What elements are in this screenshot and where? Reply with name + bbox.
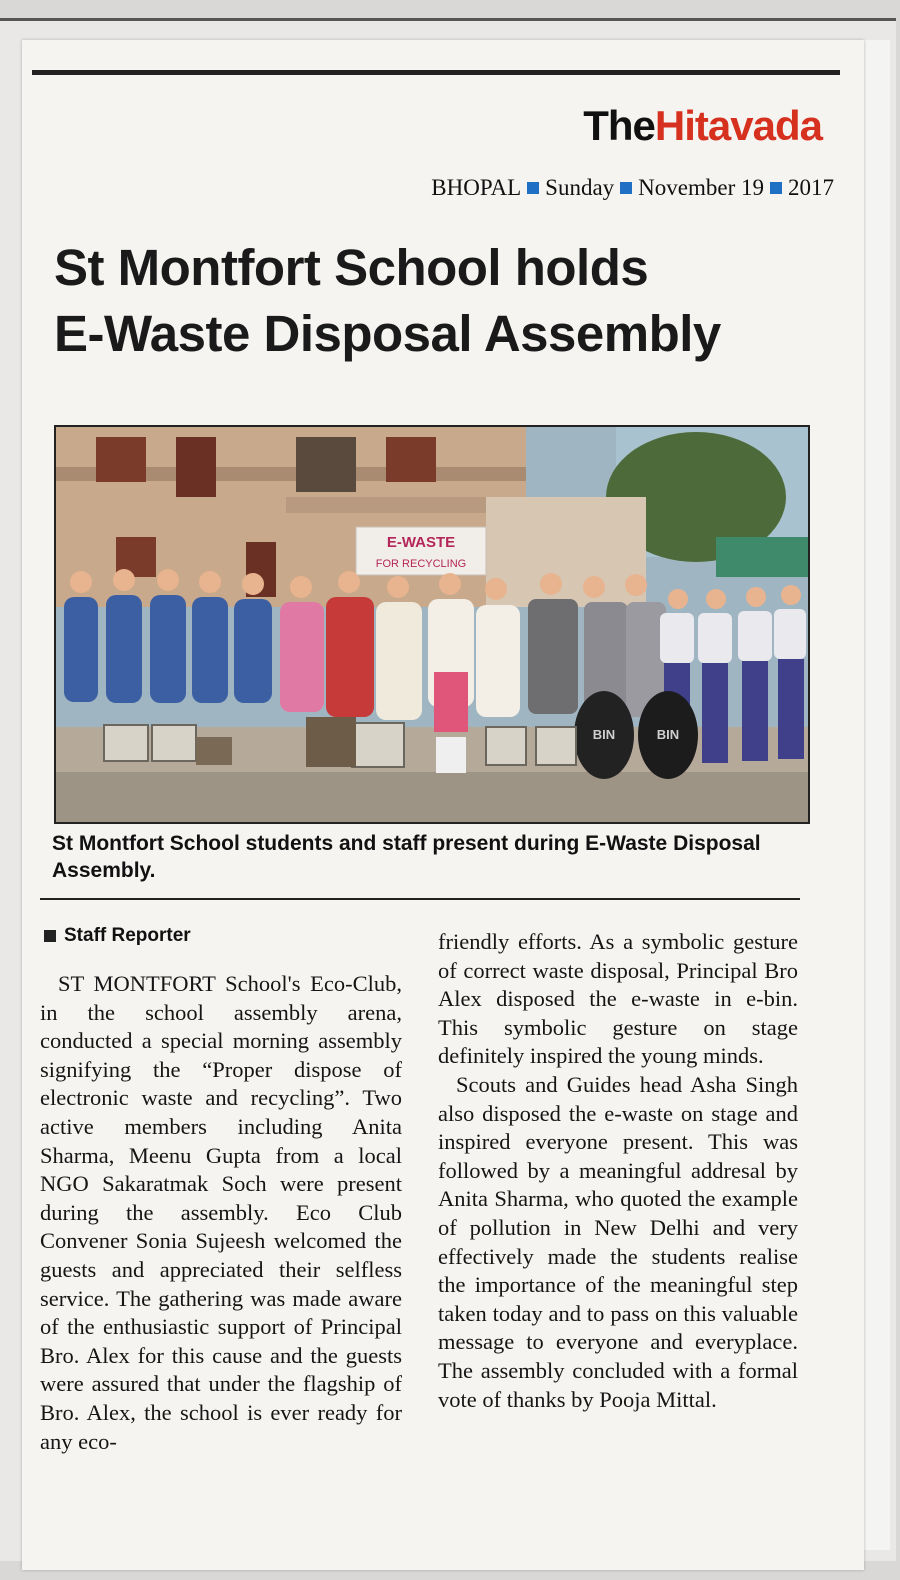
dateline — [431, 175, 834, 201]
masthead-name: Hitavada — [654, 102, 822, 149]
bin-label-2: BIN — [656, 727, 680, 742]
caption-rule — [40, 898, 800, 900]
headline — [54, 235, 844, 367]
headline-line-2: E-Waste Disposal Assembly — [54, 305, 721, 362]
headline-line-1: St Montfort School holds — [54, 239, 649, 296]
column-2-paragraph-2: Scouts and Guides head Asha Singh also disposed the e-waste on stage and inspired everyone present. This was followed by a meaningful addresal by Anita Sharma, who quoted the example of pollution in New Delhi and very effectively made the students realise the importance of the meaningful step taken today and to pass on this valuable message to everyone and everyplace. The assembly concluded with a formal vote of thanks by Pooja Mittal. — [438, 1071, 798, 1412]
dateline-city: BHOPAL — [431, 175, 522, 200]
scan-edge — [862, 40, 890, 1550]
group-photo-illustration — [56, 427, 808, 822]
photo-banner-line-1: E-WASTE — [386, 534, 456, 551]
article-column-1: ST MONTFORT School's Eco-Club, in the school assembly arena, conducted a special morning assembly signifying the “Proper dispose of electronic waste and recycling”. Two active members including Anita Sharma, Meenu Gupta from a local NGO Sakaratmak Soch were present during the assembly. Eco Club Convener Sonia Sujeesh welcomed the guests and appreciated their selfless service. The gathering was made aware of the enthusiastic support of Principal Bro. Alex for this cause and the guests were assured that under the flagship of Bro. Alex, the school is ever ready for any eco- — [40, 971, 402, 1454]
dateline-day: Sunday — [545, 175, 615, 200]
separator-square-icon — [620, 182, 632, 194]
dateline-year: 2017 — [788, 175, 834, 200]
bin-label-1: BIN — [592, 727, 616, 742]
photo-caption: St Montfort School students and staff present during E-Waste Disposal Assembly. — [52, 832, 761, 882]
article-photo — [54, 425, 810, 824]
byline-square-icon — [44, 930, 56, 942]
article-column-2 — [438, 928, 798, 1414]
separator-square-icon — [770, 182, 782, 194]
masthead-prefix: The — [583, 102, 655, 149]
column-2-paragraph-1: friendly efforts. As a symbolic gesture of correct waste disposal, Principal Bro Alex disposed the e-waste in e-bin. This symbolic gesture on stage definitely inspired the young minds. — [438, 929, 798, 1069]
masthead — [583, 102, 822, 150]
dateline-date: November 19 — [638, 175, 764, 200]
top-rule — [32, 70, 840, 75]
separator-square-icon — [527, 182, 539, 194]
byline — [44, 925, 191, 947]
photo-banner-line-2: FOR RECYCLING — [375, 558, 467, 570]
byline-text: Staff Reporter — [64, 925, 191, 946]
newspaper-clipping — [22, 40, 864, 1570]
